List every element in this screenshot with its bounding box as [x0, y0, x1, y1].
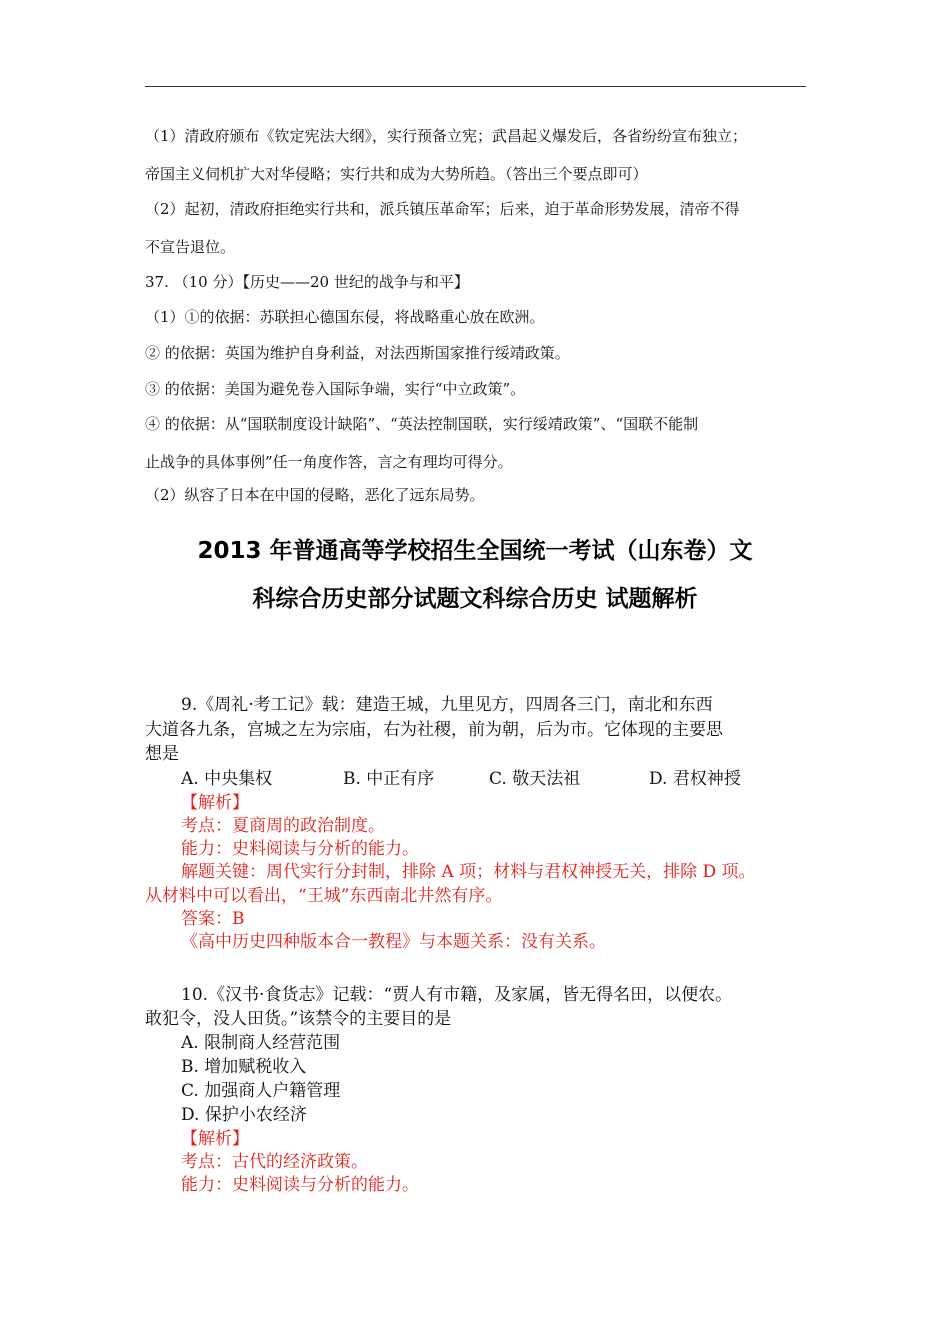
q10-analysis-label: 【解析】: [181, 1129, 249, 1149]
q10-stem-line1: 10.《汉书·食货志》记载：“贾人有市籍，及家属，皆无得名田，以便农。: [181, 985, 733, 1005]
page-title-line1: 2013 年普通高等学校招生全国统一考试（山东卷）文: [197, 538, 753, 564]
q9-option-b: B. 中正有序: [343, 769, 435, 789]
q9-analysis-label: 【解析】: [181, 793, 249, 813]
q9-stem-line2: 大道各九条，宫城之左为宗庙，右为社稷，前为朝，后为市。它体现的主要思: [145, 720, 723, 740]
q9-relation: 《高中历史四种版本合一教程》与本题关系：没有关系。: [181, 932, 606, 952]
q10-option-d: D. 保护小农经济: [181, 1105, 307, 1125]
q9-option-a: A. 中央集权: [181, 769, 273, 789]
q10-stem-line2: 敢犯令，没人田货。”该禁令的主要目的是: [145, 1009, 452, 1029]
page-title-line2: 科综合历史部分试题文科综合历史 试题解析: [252, 586, 698, 612]
q10-option-c: C. 加强商人户籍管理: [181, 1081, 341, 1101]
q10-point: 考点：古代的经济政策。: [181, 1152, 368, 1172]
q10-ability: 能力：史料阅读与分析的能力。: [181, 1175, 419, 1195]
q9-key-line1: 解题关键：周代实行分封制，排除 A 项；材料与君权神授无关，排除 D 项。: [181, 862, 756, 882]
q9-option-d: D. 君权神授: [649, 769, 741, 789]
header-rule: [145, 86, 806, 87]
q9-point: 考点：夏商周的政治制度。: [181, 816, 385, 836]
q9-stem-line1: 9.《周礼·考工记》载：建造王城，九里见方，四周各三门，南北和东西: [181, 695, 713, 715]
q10-option-b: B. 增加赋税收入: [181, 1057, 307, 1077]
q9-ability: 能力：史料阅读与分析的能力。: [181, 839, 419, 859]
document-page: （1）清政府颁布《钦定宪法大纲》，实行预备立宪；武昌起义爆发后，各省纷纷宣布独立； 帝国主义伺机扩大对华侵略；实行共和成为大势所趋。（答出三个要点即可） （2）起初，清政府拒绝实行共和，派兵镇压革命军；后来，迫于革命形势发展，清帝不得 不宣告退位。 37. （10 分）【历史——20 世纪的战争与和平】 （1）①的依据：苏联担心德国东侵，将战略重心放在欧洲。 ② 的依据：英国为维护自身利益，对法西斯国家推行绥靖政策。 ③ 的依据：美国为避免卷入国际争端，实行“中立政策”。 ④ 的依据：从“国联制度设计缺陷”、“英法控制国联，实行绥靖政策”、“国联不能制 止战争的具体事例”任一角度作答，言之有理均可得分。 （2）纵容了日本在中国的侵略，恶化了远东局势。 2013 年普通高等学校招生全国统一考试（山东卷）文 科综合历史部分试题文科综合历史 试题解析 9.《周礼·考工记》载：建造王城，九里见方，四周各三门，南北和东西 大道各九条，宫城之左为宗庙，右为社稷，前为朝，后为市。它体现的主要思 想是 A. 中央集权 B. 中正有序 C. 敬天法祖 D. 君权神授 【解析】 考点：夏商周的政治制度。 能力：史料阅读与分析的能力。 解题关键：周代实行分封制，排除 A 项；材料与君权神授无关，排除 D 项。 从材料中可以看出，“王城”东西南北井然有序。 答案：B 《高中历史四种版本合一教程》与本题关系：没有关系。 10.《汉书·食货志》记载：“贾人有市籍，及家属，皆无得名田，以便农。 敢犯令，没人田货。”该禁令的主要目的是 A. 限制商人经营范围 B. 增加赋税收入 C. 加强商人户籍管理 D. 保护小农经济 【解析】 考点：古代的经济政策。 能力：史料阅读与分析的能力。: [0, 0, 950, 1344]
q9-answer: 答案：B: [181, 909, 245, 929]
q9-option-c: C. 敬天法祖: [489, 769, 581, 789]
q10-option-a: A. 限制商人经营范围: [181, 1033, 341, 1053]
q9-stem-line3: 想是: [145, 744, 179, 764]
q9-key-line2: 从材料中可以看出，“王城”东西南北井然有序。: [145, 886, 503, 906]
